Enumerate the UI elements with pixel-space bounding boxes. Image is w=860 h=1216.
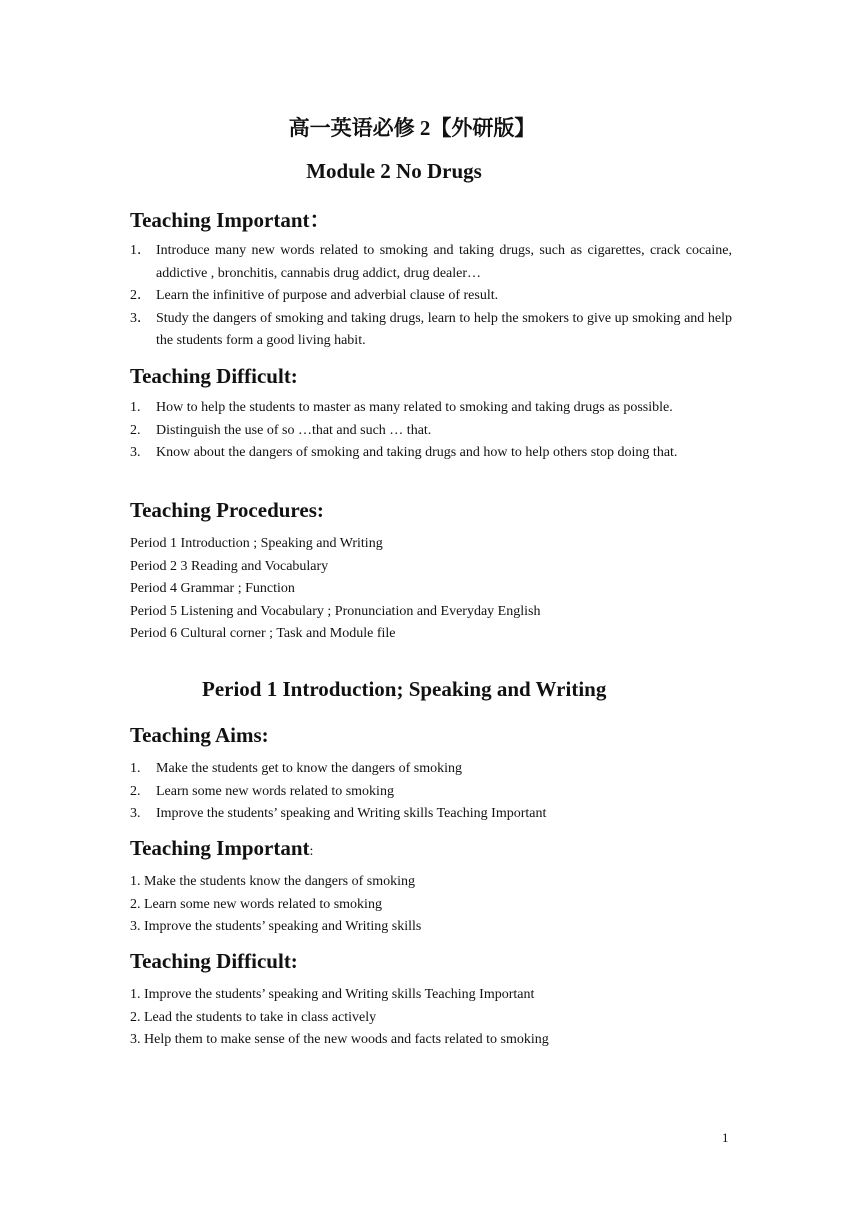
list-item: 2. Learn some new words related to smoking <box>130 783 394 799</box>
list-item: 3． Study the dangers of smoking and taking drugs, learn to help the smokers to give up smoking and help the students form a good living habit. <box>130 310 732 348</box>
list-item: 1. How to help the students to master as many related to smoking and taking drugs as possible. <box>130 400 673 415</box>
list-item: 3. Improve the students’ speaking and Writing skills Teaching Important <box>130 806 547 821</box>
list-item: Period 2 3 Reading and Vocabulary <box>130 558 329 574</box>
teaching-difficult-list <box>130 397 732 465</box>
list-item: 2. Lead the students to take in class actively <box>130 1009 377 1025</box>
list-item: Period 4 Grammar ; Function <box>130 581 295 596</box>
teaching-aims-list <box>130 758 732 826</box>
period-1-title: Period 1 Introduction; Speaking and Writing <box>202 677 607 701</box>
list-item: 3. Improve the students’ speaking and Writing skills <box>130 919 422 934</box>
list-item: 2. Distinguish the use of so …that and such … that. <box>130 422 432 438</box>
list-item: 1． Introduce many new words related to smoking and taking drugs, such as cigarettes, crack cocaine, addictive , bronchitis, cannabis drug addict, drug dealer… <box>130 243 732 281</box>
page-number: 1 <box>722 1130 729 1145</box>
teaching-important-heading: Teaching Important： <box>130 208 331 232</box>
list-item: 2． Learn the infinitive of purpose and adverbial clause of result. <box>130 288 499 303</box>
teaching-procedures-list <box>130 533 732 646</box>
list-item: 2. Learn some new words related to smoking <box>130 896 382 912</box>
list-item: 1. Make the students know the dangers of smoking <box>130 874 416 889</box>
teaching-procedures-heading: Teaching Procedures: <box>130 498 324 522</box>
list-item: 3. Know about the dangers of smoking and taking drugs and how to help others stop doing that. <box>130 445 678 460</box>
teaching-important-list <box>130 240 732 353</box>
list-item: 1. Make the students get to know the dangers of smoking <box>130 761 463 776</box>
teaching-aims-heading: Teaching Aims: <box>130 723 269 747</box>
list-item: 1. Improve the students’ speaking and Writing skills Teaching Important <box>130 987 535 1002</box>
list-item: Period 5 Listening and Vocabulary ; Pronunciation and Everyday English <box>130 603 541 619</box>
module-title: Module 2 No Drugs <box>306 159 482 183</box>
period-1-difficult-list <box>130 984 732 1052</box>
list-item: Period 6 Cultural corner ; Task and Module file <box>130 626 396 641</box>
teaching-difficult-heading: Teaching Difficult: <box>130 364 298 388</box>
period-1-difficult-heading: Teaching Difficult: <box>130 949 298 973</box>
document-title: 高一英语必修 2【外研版】 <box>288 116 536 140</box>
period-1-important-list <box>130 871 732 939</box>
period-1-important-heading: Teaching Important: <box>130 836 314 860</box>
list-item: 3. Help them to make sense of the new woods and facts related to smoking <box>130 1032 549 1047</box>
list-item: Period 1 Introduction ; Speaking and Writing <box>130 536 383 551</box>
